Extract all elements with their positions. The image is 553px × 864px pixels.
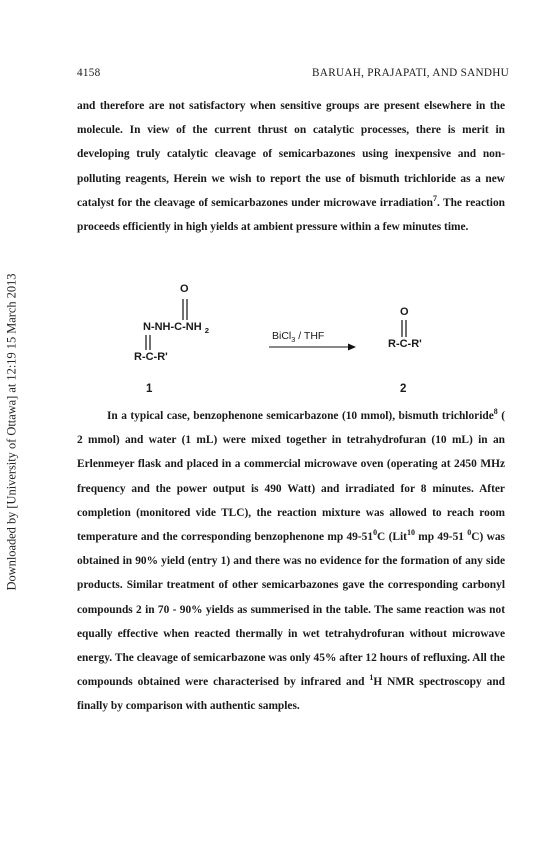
procedure-seg1: In a typical case, benzophenone semicarbazone (10 mmol), bismuth trichloride — [107, 410, 494, 422]
reaction-scheme — [0, 280, 553, 400]
degree-mark-1: 0 — [373, 528, 378, 538]
proton-nmr-superscript: 1 — [369, 673, 374, 683]
watermark-text: Downloaded by [University of Ottawa] at 12:19 15 March 2013 — [4, 273, 19, 591]
degree-mark-2: 0 — [467, 528, 472, 538]
reactant-chain-text: N-NH-C-NH — [143, 321, 202, 333]
compound-label-2: 2 — [400, 383, 407, 395]
paragraph-procedure — [77, 404, 505, 719]
reagent-suffix: / THF — [295, 330, 325, 342]
reactant-carbonyl-base: R-C-R' — [134, 351, 168, 363]
reactant-hydrazone-chain — [143, 321, 209, 336]
procedure-seg6: H NMR spectroscopy and finally by comparison with authentic samples. — [77, 676, 506, 713]
reaction-arrow-head — [348, 344, 356, 351]
procedure-seg4: mp 49-51 — [414, 531, 468, 544]
procedure-seg2: ( 2 mmol) and water (1 mL) were mixed together in tetrahydrofuran (10 mL) in an Erlenmeyer flask and placed in a commercial microwave oven (operating at 2450 MHz frequency and the power output is 490 Watt) and irradiated for 8 minutes. After completion (monitored vide TLC), the reaction mixture was allowed to reach room temperature and the corresponding benzophenone mp 49-51 — [77, 410, 505, 544]
reference-7: 7 — [432, 194, 437, 204]
reagent-label — [272, 330, 325, 345]
product-oxygen: O — [400, 306, 409, 318]
compound-label-1: 1 — [146, 383, 153, 395]
reference-10: 10 — [406, 528, 415, 538]
reagent-subscript: 3 — [291, 335, 296, 345]
download-watermark — [0, 0, 24, 864]
running-head: BARUAH, PRAJAPATI, AND SANDHU — [312, 67, 509, 79]
reference-8: 8 — [493, 407, 498, 417]
paragraph-intro — [77, 94, 505, 239]
procedure-seg3: C (Lit — [377, 531, 407, 544]
reactant-oxygen: O — [180, 283, 189, 295]
paragraph-intro-tail: . The reaction proceeds efficiently in high yields at ambient pressure within a few minutes time. — [77, 196, 505, 234]
page-number: 4158 — [77, 67, 101, 79]
paragraph-intro-text: and therefore are not satisfactory when sensitive groups are present elsewhere in the molecule. In view of the current thrust on catalytic processes, there is merit in developing truly catalytic cleavage of semicarbazones using inexpensive and non-polluting reagents, Herein we wish to report the use of bismuth trichloride as a new catalyst for the cleavage of semicarbazones under microwave irradiation — [77, 100, 505, 209]
procedure-seg5: C) was obtained in 90% yield (entry 1) and there was no evidence for the formation of any side products. Similar treatment of other semicarbazones gave the corresponding carbonyl compounds 2 in 70 - 90% yields as summerised in the table. The same reaction was not equally effective when reacted thermally in wet tetrahydrofuran without microwave energy. The cleavage of semicarbazone was only 45% after 12 hours of refluxing. All the compounds obtained were characterised by infrared and — [77, 531, 505, 689]
product-carbonyl-base: R-C-R' — [388, 338, 422, 350]
reactant-nh2-subscript: 2 — [204, 326, 209, 336]
page-header — [77, 67, 509, 79]
reagent-prefix: BiCl — [272, 330, 292, 342]
